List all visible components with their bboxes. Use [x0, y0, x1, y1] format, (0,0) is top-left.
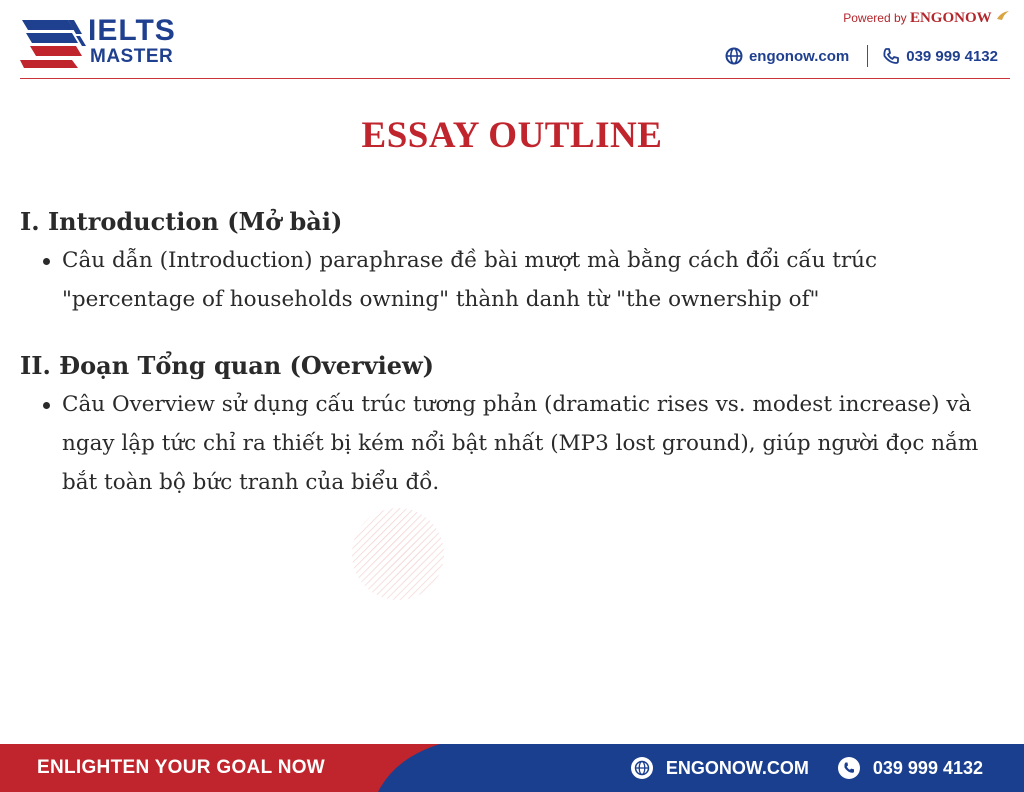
powered-by-brand: ENGONOW [909, 10, 992, 26]
phone-icon [837, 756, 861, 780]
bullet-list [20, 241, 1010, 319]
footer-contact [630, 755, 983, 781]
header-website-link[interactable]: engonow.com [748, 47, 850, 65]
ielts-master-logo[interactable] [20, 14, 190, 72]
decorative-circle [351, 507, 445, 601]
page-footer [0, 744, 1024, 792]
header-contact [725, 44, 998, 68]
header-divider-line [20, 78, 1010, 79]
footer-phone-link[interactable]: 039 999 4132 [872, 757, 983, 778]
page-title: ESSAY OUTLINE [361, 115, 663, 156]
header-phone-link[interactable]: 039 999 4132 [906, 47, 998, 65]
footer-slogan: ENLIGHTEN YOUR GOAL NOW [37, 757, 326, 778]
section-heading: I. Introduction (Mở bài) [20, 207, 343, 236]
phone-icon [882, 47, 900, 65]
bird-icon [996, 10, 1010, 22]
globe-icon [725, 47, 743, 65]
section-introduction [20, 206, 1010, 319]
powered-by [843, 10, 1010, 26]
logo-word-master: MASTER [90, 46, 174, 67]
bullet-list [20, 385, 1010, 502]
logo-word-ielts: IELTS [88, 14, 176, 47]
logo-stripes-icon [20, 16, 86, 68]
bullet-item: Câu dẫn (Introduction) paraphrase đề bài mượt mà bằng cách đổi cấu trúc "percentage of households owning" thành danh từ "the ownership of" [62, 241, 1010, 319]
bullet-item: Câu Overview sử dụng cấu trúc tương phản (dramatic rises vs. modest increase) và ngay lập tức chỉ ra thiết bị kém nổi bật nhất (MP3 lost ground), giúp người đọc nắm bắt toàn bộ bức tranh của biểu đồ. [62, 385, 1010, 502]
section-heading: II. Đoạn Tổng quan (Overview) [20, 351, 435, 380]
page-header [0, 0, 1024, 80]
footer-website-link[interactable]: ENGONOW.COM [665, 757, 809, 778]
header-divider [867, 45, 868, 67]
powered-by-label: Powered by [843, 11, 907, 25]
section-overview [20, 350, 1010, 502]
globe-icon [630, 756, 654, 780]
